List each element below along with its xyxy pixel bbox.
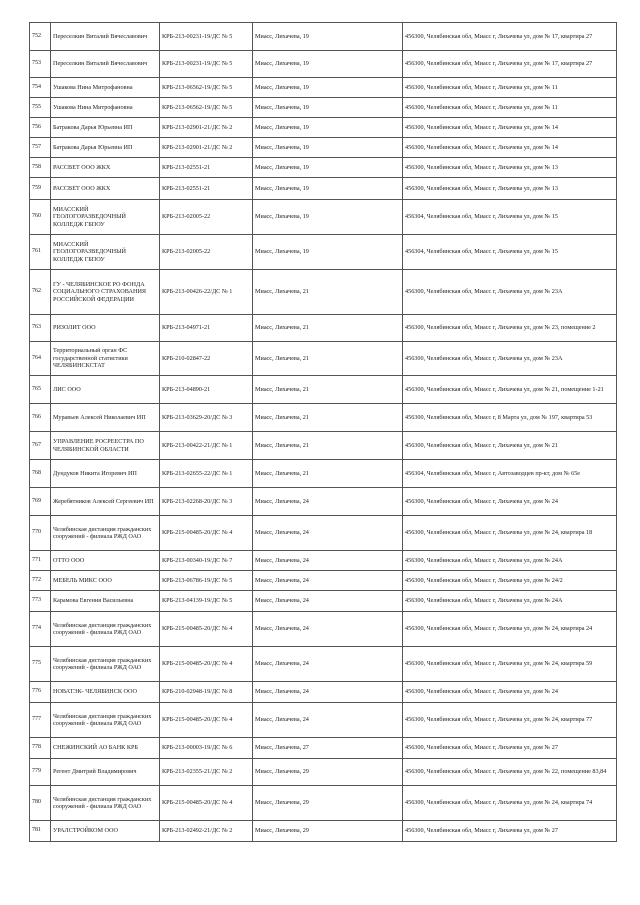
row-code: КРБ-213-02655-22/ДС № 1 [160,460,253,488]
row-number: 777 [30,703,51,738]
row-code: КРБ-213-00231-19/ДС № 5 [160,51,253,78]
row-full-address: 456300, Челябинская обл, Миасс г, Лихачева ул, дом № 24А [403,551,617,571]
row-name: Дундуков Никита Игоревич ИП [51,460,160,488]
row-full-address: 456300, Челябинская обл, Миасс г, Лихачева ул, дом № 24, квартира 59 [403,647,617,682]
table-row [30,23,617,51]
registry-table [29,22,617,842]
row-address: Миасс, Лихачева, 19 [253,138,403,158]
row-number: 754 [30,78,51,98]
row-address: Миасс, Лихачева, 24 [253,703,403,738]
row-full-address: 456300, Челябинская обл, Миасс г, Лихачева ул, дом № 13 [403,158,617,178]
row-address: Миасс, Лихачева, 21 [253,404,403,432]
row-full-address: 456300, Челябинская обл, Миасс г, Лихачева ул, дом № 24 [403,488,617,516]
row-code: КРБ-213-00003-19/ДС № 6 [160,738,253,759]
row-full-address: 456300, Челябинская обл, Миасс г, Лихачева ул, дом № 14 [403,118,617,138]
row-address: Миасс, Лихачева, 19 [253,235,403,270]
table-row [30,460,617,488]
row-code: КРБ-213-06786-19/ДС № 5 [160,571,253,591]
table-row [30,612,617,647]
row-name: Ушакова Нина Митрофановна [51,78,160,98]
row-code: КРБ-213-02268-20/ДС № 3 [160,488,253,516]
table-row [30,682,617,703]
row-full-address: 456304, Челябинская обл, Миасс г, Автозаводцев пр-кт, дом № 65е [403,460,617,488]
table-row [30,591,617,612]
row-full-address: 456304, Челябинская обл, Миасс г, Лихачева ул, дом № 15 [403,200,617,235]
row-name: Батракова Дарья Юрьевна ИП [51,118,160,138]
row-code: КРБ-213-02551-21 [160,178,253,200]
row-address: Миасс, Лихачева, 19 [253,78,403,98]
row-code: КРБ-213-00231-19/ДС № 5 [160,23,253,51]
table-row [30,404,617,432]
row-address: Миасс, Лихачева, 19 [253,118,403,138]
row-number: 752 [30,23,51,51]
row-address: Миасс, Лихачева, 21 [253,460,403,488]
row-name: Регент Дмитрий Владимирович [51,759,160,786]
row-address: Миасс, Лихачева, 24 [253,591,403,612]
row-address: Миасс, Лихачева, 24 [253,516,403,551]
row-number: 770 [30,516,51,551]
table-row [30,786,617,821]
row-code: КРБ-213-02005-22 [160,200,253,235]
row-full-address: 456300, Челябинская обл, Миасс г, Лихачева ул, дом № 11 [403,78,617,98]
row-full-address: 456300, Челябинская обл, Миасс г, Лихачева ул, дом № 24, квартира 18 [403,516,617,551]
row-name: ГУ - ЧЕЛЯБИНСКОЕ РО ФОНДА СОЦИАЛЬНОГО СТРАХОВАНИЯ РОССИЙСКОЙ ФЕДЕРАЦИИ [51,270,160,315]
row-address: Миасс, Лихачева, 19 [253,23,403,51]
table-row [30,738,617,759]
row-number: 755 [30,98,51,118]
row-number: 779 [30,759,51,786]
row-number: 768 [30,460,51,488]
row-code: КРБ-213-00340-19/ДС № 7 [160,551,253,571]
table-row [30,647,617,682]
row-address: Миасс, Лихачева, 24 [253,612,403,647]
row-name: ЛИС ООО [51,376,160,404]
row-full-address: 456300, Челябинская обл, Миасс г, Лихачева ул, дом № 24/2 [403,571,617,591]
table-row [30,376,617,404]
row-full-address: 456300, Челябинская обл, Миасс г, Лихачева ул, дом № 27 [403,821,617,842]
row-name: Переселкин Виталий Вячеславович [51,51,160,78]
row-address: Миасс, Лихачева, 21 [253,376,403,404]
row-name: РИЗОЛИТ ООО [51,315,160,342]
row-address: Миасс, Лихачева, 27 [253,738,403,759]
row-full-address: 456300, Челябинская обл, Миасс г, Лихачева ул, дом № 22, помещение 83,84 [403,759,617,786]
table-row [30,342,617,376]
row-number: 757 [30,138,51,158]
row-name: УПРАВЛЕНИЕ РОСРЕЕСТРА ПО ЧЕЛЯБИНСКОЙ ОБЛАСТИ [51,432,160,460]
table-row [30,138,617,158]
row-address: Миасс, Лихачева, 29 [253,821,403,842]
table-row [30,235,617,270]
row-number: 759 [30,178,51,200]
row-address: Миасс, Лихачева, 19 [253,178,403,200]
table-row [30,270,617,315]
row-number: 772 [30,571,51,591]
table-row [30,78,617,98]
row-number: 769 [30,488,51,516]
row-number: 781 [30,821,51,842]
row-name: Муравьев Алексей Николаевич ИП [51,404,160,432]
row-name: Территориальный орган ФС государственной статистики ЧЕЛЯБИНСКСТАТ [51,342,160,376]
row-number: 753 [30,51,51,78]
row-name: МИАССКИЙ ГЕОЛОГОРАЗВЕДОЧНЫЙ КОЛЛЕДЖ ГБПОУ [51,235,160,270]
table-row [30,158,617,178]
row-name: Карамова Евгения Васильевна [51,591,160,612]
row-code: КРБ-213-02551-21 [160,158,253,178]
row-address: Миасс, Лихачева, 24 [253,647,403,682]
table-row [30,759,617,786]
row-number: 765 [30,376,51,404]
row-code: КРБ-213-02492-21/ДС № 2 [160,821,253,842]
row-address: Миасс, Лихачева, 21 [253,270,403,315]
row-name: Батракова Дарья Юрьевна ИП [51,138,160,158]
row-number: 774 [30,612,51,647]
row-code: КРБ-213-02005-22 [160,235,253,270]
row-number: 775 [30,647,51,682]
row-code: КРБ-215-00485-20/ДС № 4 [160,786,253,821]
row-name: МЕБЕЛЬ МИКС ООО [51,571,160,591]
table-row [30,571,617,591]
row-number: 771 [30,551,51,571]
row-number: 764 [30,342,51,376]
row-number: 766 [30,404,51,432]
row-number: 761 [30,235,51,270]
row-full-address: 456300, Челябинская обл, Миасс г, Лихачева ул, дом № 24, квартира 74 [403,786,617,821]
row-code: КРБ-213-06562-19/ДС № 5 [160,98,253,118]
row-name: НОВАТЭК- ЧЕЛЯБИНСК ООО [51,682,160,703]
row-code: КРБ-213-02901-21/ДС № 2 [160,118,253,138]
row-full-address: 456300, Челябинская обл, Миасс г, Лихачева ул, дом № 17, квартира 27 [403,23,617,51]
row-name: Челябинская дистанция гражданских сооружений - филиала РЖД ОАО [51,786,160,821]
row-number: 776 [30,682,51,703]
row-number: 758 [30,158,51,178]
row-code: КРБ-213-06562-19/ДС № 5 [160,78,253,98]
row-full-address: 456300, Челябинская обл, Миасс г, Лихачева ул, дом № 27 [403,738,617,759]
row-name: Жеребятников Алексей Сергеевич ИП [51,488,160,516]
table-row [30,488,617,516]
row-number: 780 [30,786,51,821]
row-name: РАССВЕТ ООО ЖКХ [51,158,160,178]
row-full-address: 456304, Челябинская обл, Миасс г, Лихачева ул, дом № 15 [403,235,617,270]
row-address: Миасс, Лихачева, 19 [253,200,403,235]
row-name: Челябинская дистанция гражданских сооружений - филиала РЖД ОАО [51,612,160,647]
row-code: КРБ-213-04890-21 [160,376,253,404]
row-full-address: 456300, Челябинская обл, Миасс г, Лихачева ул, дом № 13 [403,178,617,200]
table-row [30,98,617,118]
row-number: 760 [30,200,51,235]
row-address: Миасс, Лихачева, 29 [253,786,403,821]
row-full-address: 456300, Челябинская обл, Миасс г, Лихачева ул, дом № 23А [403,342,617,376]
row-name: Челябинская дистанция гражданских сооружений - филиала РЖД ОАО [51,516,160,551]
row-code: КРБ-213-04139-19/ДС № 5 [160,591,253,612]
row-number: 763 [30,315,51,342]
table-row [30,178,617,200]
row-code: КРБ-215-00485-20/ДС № 4 [160,703,253,738]
row-code: КРБ-213-00422-21/ДС № 1 [160,432,253,460]
row-address: Миасс, Лихачева, 19 [253,51,403,78]
row-number: 773 [30,591,51,612]
table-row [30,315,617,342]
row-code: КРБ-213-02901-21/ДС № 2 [160,138,253,158]
row-name: Переселкин Виталий Вячеславович [51,23,160,51]
row-address: Миасс, Лихачева, 19 [253,98,403,118]
row-code: КРБ-210-02948-19/ДС № 8 [160,682,253,703]
row-address: Миасс, Лихачева, 24 [253,682,403,703]
row-name: РАССВЕТ ООО ЖКХ [51,178,160,200]
row-address: Миасс, Лихачева, 24 [253,551,403,571]
row-code: КРБ-215-00485-20/ДС № 4 [160,647,253,682]
row-name: СНЕЖИНСКИЙ АО БАНК КРБ [51,738,160,759]
row-name: МИАССКИЙ ГЕОЛОГОРАЗВЕДОЧНЫЙ КОЛЛЕДЖ ГБПОУ [51,200,160,235]
row-address: Миасс, Лихачева, 24 [253,571,403,591]
row-number: 762 [30,270,51,315]
row-code: КРБ-215-00485-20/ДС № 4 [160,612,253,647]
registry-table-body [30,23,617,842]
row-number: 767 [30,432,51,460]
row-full-address: 456300, Челябинская обл, Миасс г, Лихачева ул, дом № 24 [403,682,617,703]
row-name: Челябинская дистанция гражданских сооружений - филиала РЖД ОАО [51,703,160,738]
table-row [30,432,617,460]
row-address: Миасс, Лихачева, 29 [253,759,403,786]
row-full-address: 456300, Челябинская обл, Миасс г, 8 Марта ул, дом № 197, квартира 53 [403,404,617,432]
row-full-address: 456300, Челябинская обл, Миасс г, Лихачева ул, дом № 23А [403,270,617,315]
row-name: УРАЛСТРОЙКОМ ООО [51,821,160,842]
table-row [30,551,617,571]
row-address: Миасс, Лихачева, 19 [253,158,403,178]
row-full-address: 456300, Челябинская обл, Миасс г, Лихачева ул, дом № 11 [403,98,617,118]
table-row [30,703,617,738]
row-number: 778 [30,738,51,759]
row-full-address: 456300, Челябинская обл, Миасс г, Лихачева ул, дом № 14 [403,138,617,158]
row-code: КРБ-213-00426-22/ДС № 1 [160,270,253,315]
row-full-address: 456300, Челябинская обл, Миасс г, Лихачева ул, дом № 17, квартира 27 [403,51,617,78]
row-code: КРБ-213-04971-21 [160,315,253,342]
row-number: 756 [30,118,51,138]
row-full-address: 456300, Челябинская обл, Миасс г, Лихачева ул, дом № 21 [403,432,617,460]
table-row [30,821,617,842]
table-row [30,200,617,235]
row-full-address: 456300, Челябинская обл, Миасс г, Лихачева ул, дом № 23, помещение 2 [403,315,617,342]
row-full-address: 456300, Челябинская обл, Миасс г, Лихачева ул, дом № 24, квартира 77 [403,703,617,738]
row-address: Миасс, Лихачева, 21 [253,432,403,460]
row-code: КРБ-215-00485-20/ДС № 4 [160,516,253,551]
table-row [30,51,617,78]
row-full-address: 456300, Челябинская обл, Миасс г, Лихачева ул, дом № 24, квартира 24 [403,612,617,647]
table-row [30,118,617,138]
row-code: КРБ-213-03629-20/ДС № 3 [160,404,253,432]
table-row [30,516,617,551]
row-name: Ушакова Нина Митрофановна [51,98,160,118]
row-code: КРБ-213-02355-21/ДС № 2 [160,759,253,786]
row-name: ОТТО ООО [51,551,160,571]
row-address: Миасс, Лихачева, 24 [253,488,403,516]
row-full-address: 456300, Челябинская обл, Миасс г, Лихачева ул, дом № 24А [403,591,617,612]
row-address: Миасс, Лихачева, 21 [253,315,403,342]
row-code: КРБ-210-02847-22 [160,342,253,376]
row-name: Челябинская дистанция гражданских сооружений - филиала РЖД ОАО [51,647,160,682]
row-address: Миасс, Лихачева, 21 [253,342,403,376]
row-full-address: 456300, Челябинская обл, Миасс г, Лихачева ул, дом № 21, помещение 1-21 [403,376,617,404]
